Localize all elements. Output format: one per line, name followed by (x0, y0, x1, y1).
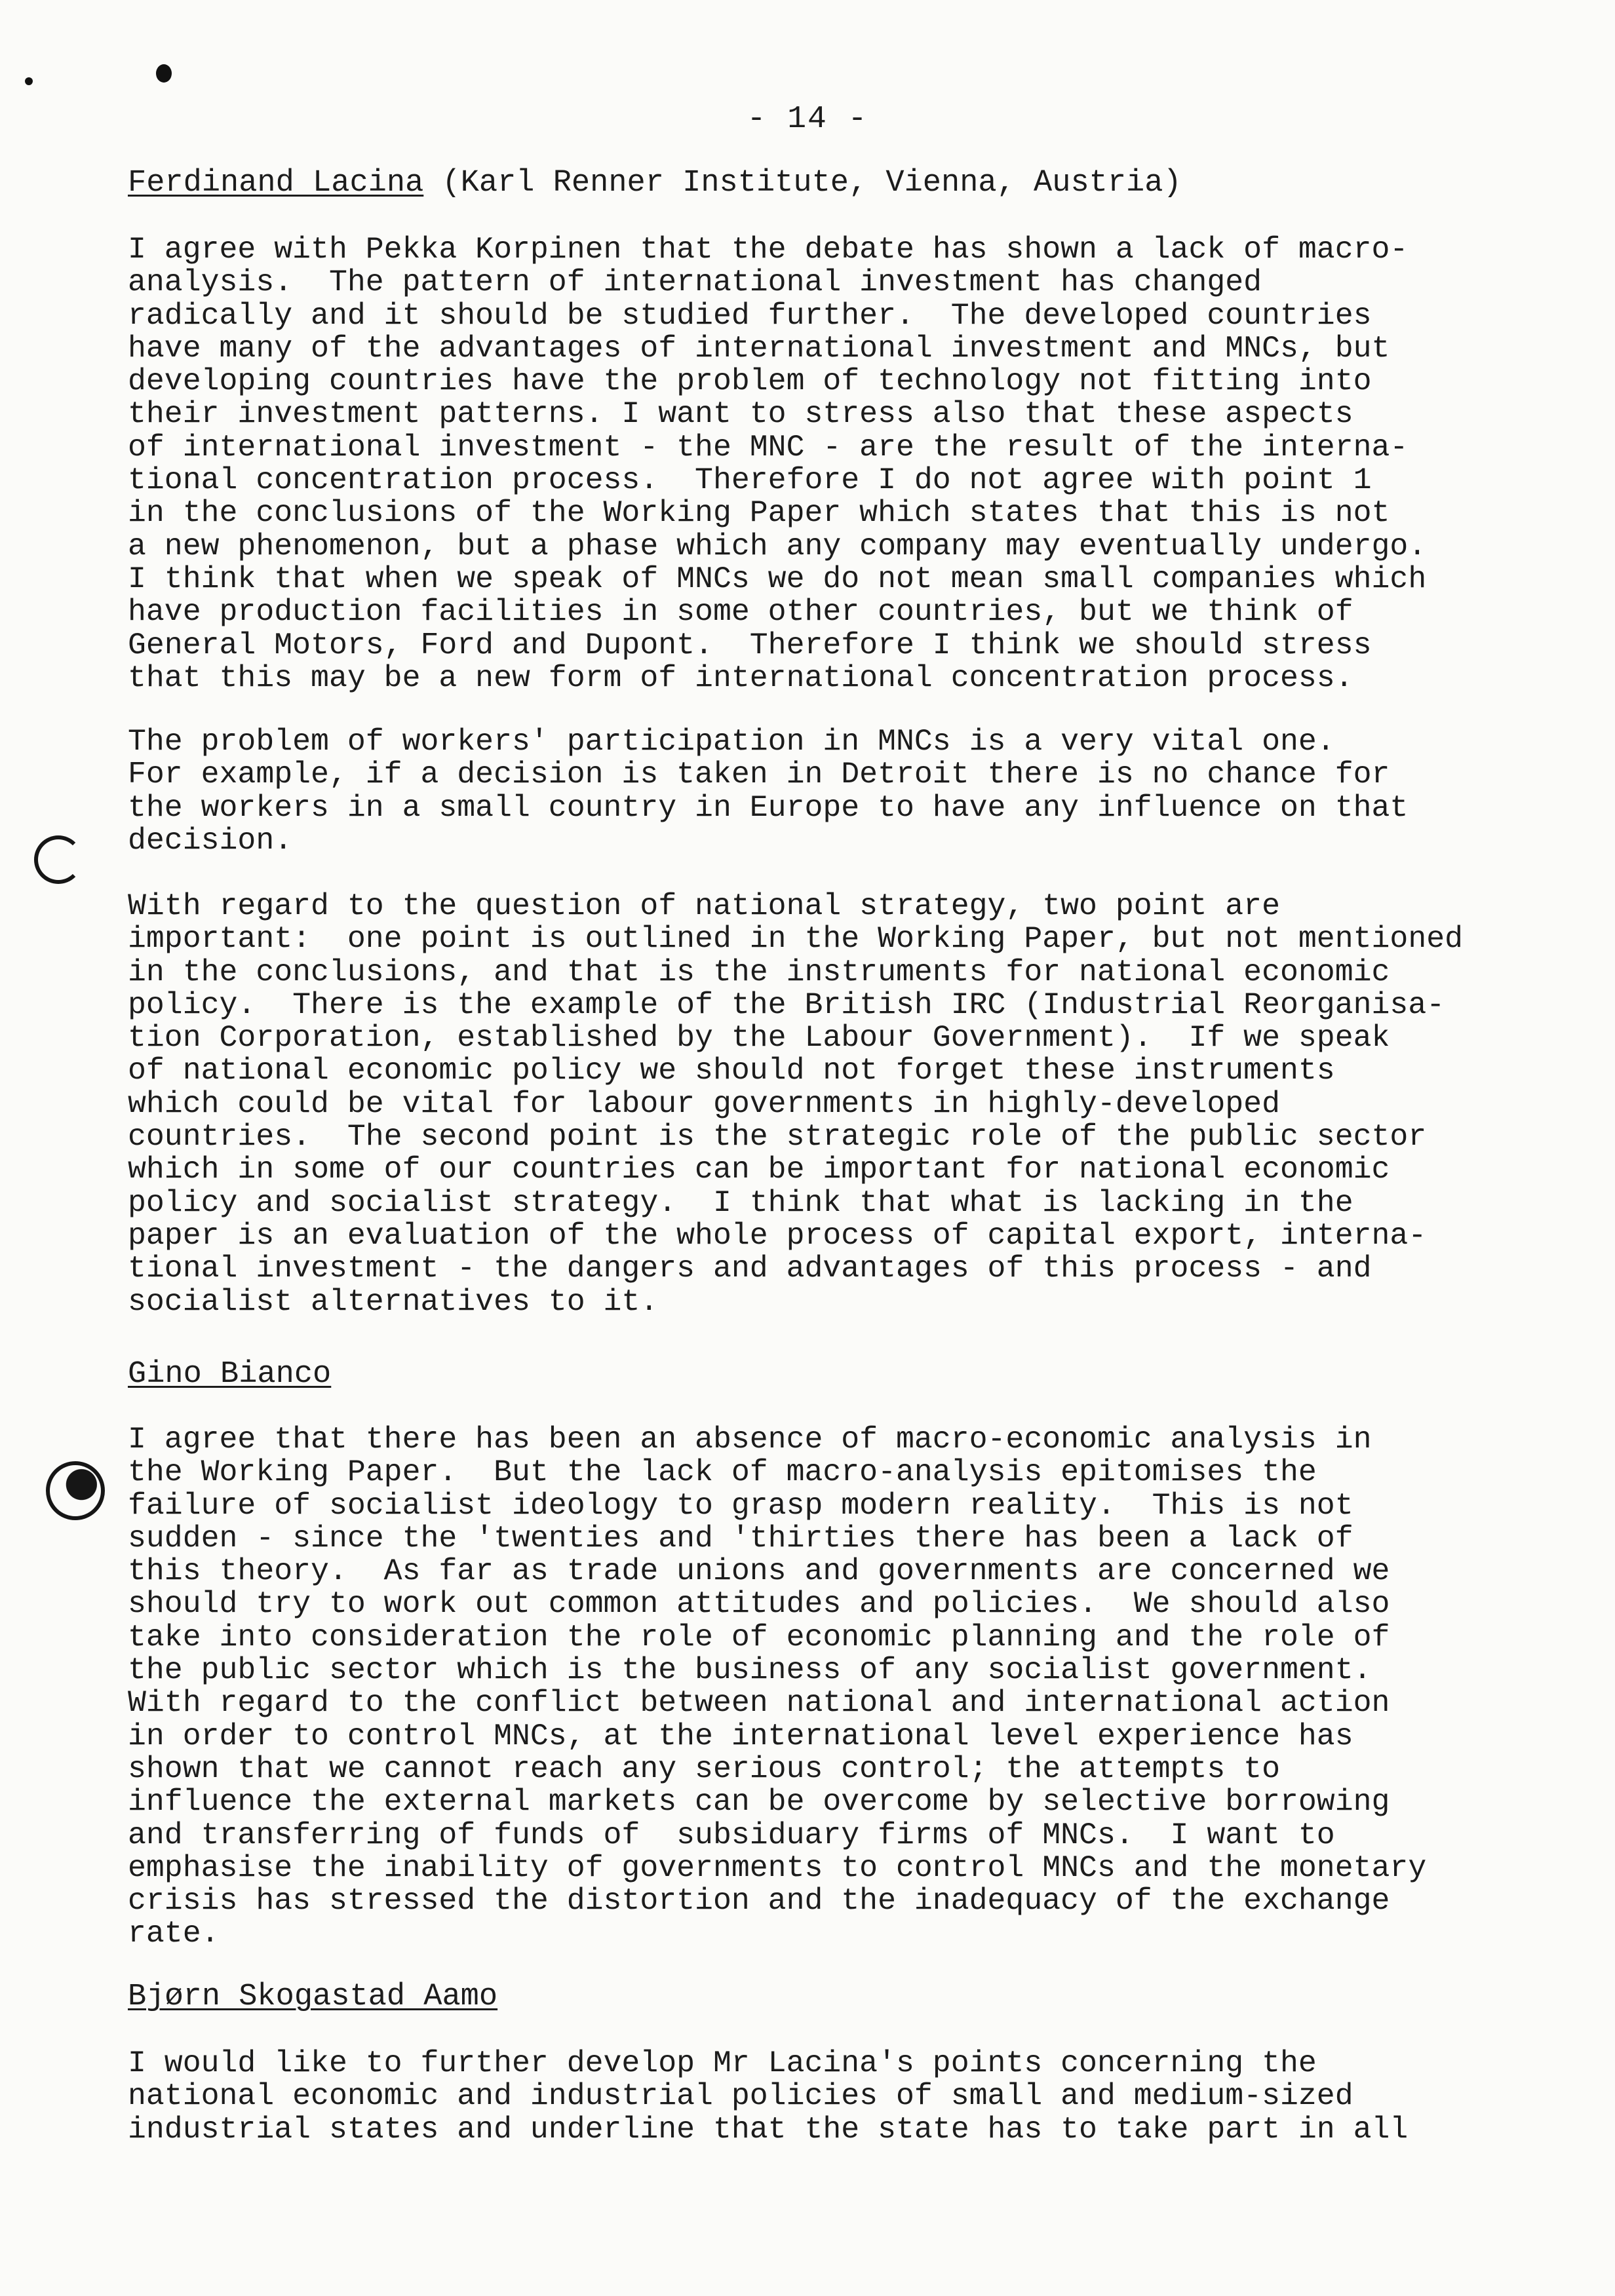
speaker-affiliation: (Karl Renner Institute, Vienna, Austria) (423, 166, 1182, 201)
paragraph: I would like to further develop Mr Lacina's points concerning the national economic and industrial policies of small and medium-sized industrial states and underline that the state has to take part in all (128, 2046, 1409, 2147)
paragraph: The problem of workers' participation in MNCs is a very vital one. For example, if a decision is taken in Detroit there is no chance for the workers in a small country in Europe to have any influence on that decision. (128, 724, 1409, 858)
speaker-name: Gino Bianco (128, 1357, 332, 1392)
speaker-name: Bjørn Skogastad Aamo (128, 1980, 498, 2014)
ink-speck (156, 64, 172, 83)
speaker-heading (128, 165, 1182, 202)
page-number: - 14 - (747, 102, 868, 137)
ink-speck (25, 77, 33, 85)
speaker-heading (128, 1979, 497, 2016)
speaker-name: Ferdinand Lacina (128, 166, 424, 201)
punch-hole-mark (46, 1461, 105, 1520)
paragraph: I agree that there has been an absence of macro-economic analysis in the Working Paper. But the lack of macro-analysis epitomises the failure of socialist ideology to grasp modern reality. This is not sudden - since the 'twenties and 'thirties there has been a lack of this theory. As far as trade unions and governments are concerned we should try to work out common attitudes and policies. We should also take into consideration the role of economic planning and the role of the public sector which is the business of any socialist government. With regard to the conflict between national and international action in order to control MNCs, at the international level experience has shown that we cannot reach any serious control; the attempts to influence the external markets can be overcome by selective borrowing and transferring of funds of subsiduary firms of MNCs. I want to emphasise the inability of governments to control MNCs and the monetary crisis has stressed the distortion and the inadequacy of the exchange rate. (128, 1422, 1427, 1951)
speaker-heading (128, 1356, 331, 1393)
punch-hole-mark (34, 835, 83, 884)
paragraph: With regard to the question of national strategy, two point are important: one point is outlined in the Working Paper, but not mentioned in the conclusions, and that is the instruments for national economic policy. There is the example of the British IRC (Industrial Reorganisa- tion Corporation, established by the Labour Government). If we speak of national economic policy we should not forget these instruments which could be vital for labour governments in highly-developed countries. The second point is the strategic role of the public sector which in some of our countries can be important for national economic policy and socialist strategy. I think that what is lacking in the paper is an evaluation of the whole process of capital export, interna- tional investment - the dangers and advantages of this process - and socialist alternatives to it. (128, 889, 1464, 1319)
paragraph: I agree with Pekka Korpinen that the debate has shown a lack of macro- analysis. The pattern of international investment has changed radically and it should be studied further. The developed countries have many of the advantages of international investment and MNCs, but developing countries have the problem of technology not fitting into their investment patterns. I want to stress also that these aspects of international investment - the MNC - are the result of the interna- tional concentration process. Therefore I do not agree with point 1 in the conclusions of the Working Paper which states that this is not a new phenomenon, but a phase which any company may eventually undergo. I think that when we speak of MNCs we do not mean small companies which have production facilities in some other countries, but we think of General Motors, Ford and Dupont. Therefore I think we should stress that this may be a new form of international concentration process. (128, 232, 1427, 695)
